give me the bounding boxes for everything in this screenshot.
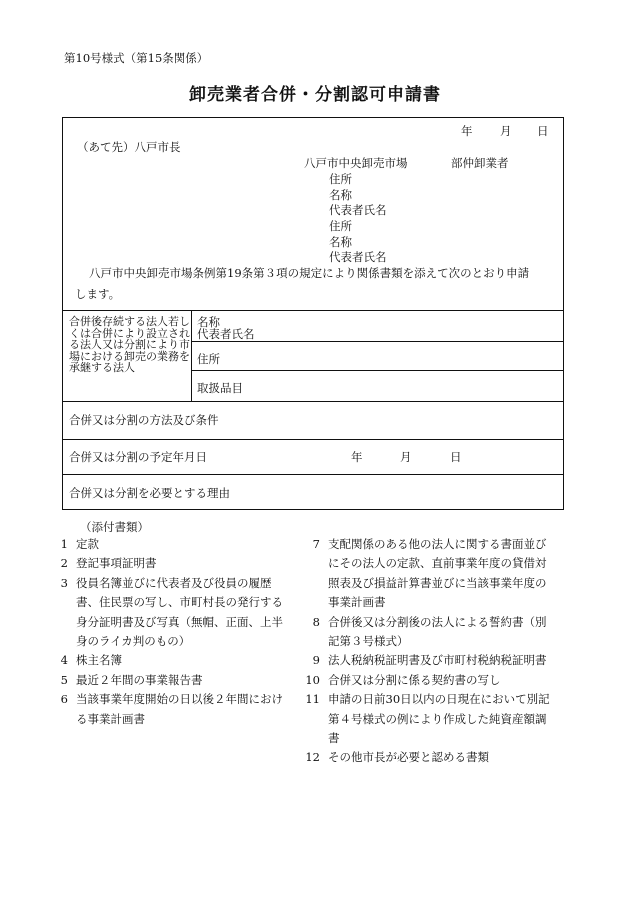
attachments-title: （添付書類） (80, 520, 149, 534)
divider (63, 310, 563, 311)
attachment-text: 合併後又は分割後の法人による誓約書（別 (328, 614, 547, 629)
applicant-rep-label: 代表者氏名 (329, 203, 387, 217)
date-year: 年 (461, 124, 473, 138)
addressee: （あて先）八戸市長 (77, 140, 181, 154)
schedule-year: 年 (351, 450, 363, 464)
statement-line-1: 八戸市中央卸売市場条例第19条第３項の規定により関係書類を添えて次のとおり申請 (89, 266, 530, 280)
divider (191, 370, 563, 371)
attachment-text: 身分証明書及び写真（無帽、正面、上半 (76, 614, 283, 629)
attachment-number: 4 (60, 653, 68, 668)
schedule-day: 日 (450, 450, 462, 464)
entity-name-label: 名称 (197, 315, 220, 329)
divider (63, 401, 563, 402)
attachment-text: 照表及び損益計算書並びに当該事業年度の (328, 575, 547, 590)
attachment-number: 12 (305, 750, 320, 765)
divider (191, 341, 563, 342)
attachment-number: 5 (60, 672, 68, 687)
divider (63, 439, 563, 440)
attachment-text: 定款 (76, 537, 99, 551)
reason-label: 合併又は分割を必要とする理由 (69, 486, 230, 500)
attachment-text: 合併又は分割に係る契約書の写し (328, 672, 501, 687)
trader-type: 部仲卸業者 (451, 156, 509, 170)
attachment-text: 役員名簿並びに代表者及び役員の履歴 (76, 575, 272, 590)
attachment-text: る事業計画書 (76, 711, 145, 726)
method-label: 合併又は分割の方法及び条件 (69, 413, 219, 427)
attachment-number: 7 (312, 537, 320, 551)
merge-entity-label: 合併後存続する法人若しくは合併により設立される法人又は分割により市場における卸売の業務を承継する法人 (69, 315, 190, 374)
attachment-number: 6 (60, 692, 68, 707)
attachment-text: 最近２年間の事業報告書 (76, 672, 203, 687)
attachment-number: 8 (312, 614, 320, 629)
attachment-text: 当該事業年度開始の日以後２年間におけ (76, 692, 283, 707)
date-day: 日 (537, 124, 549, 138)
entity-address-label: 住所 (197, 352, 220, 366)
applicant2-rep-label: 代表者氏名 (329, 250, 387, 264)
attachment-text: 申請の日前30日以内の日現在において別記 (328, 692, 550, 707)
applicant2-address-label: 住所 (329, 219, 352, 233)
attachment-number: 11 (305, 692, 320, 707)
statement-line-2: します。 (75, 287, 121, 301)
form-number: 第10号様式（第15条関係） (64, 51, 209, 65)
attachment-text: 株主名簿 (76, 653, 122, 668)
entity-rep-label: 代表者氏名 (197, 327, 255, 341)
attachment-number: 9 (312, 653, 320, 668)
application-form-frame (62, 117, 564, 510)
attachment-number: 10 (305, 672, 320, 687)
divider (63, 474, 563, 475)
applicant2-name-label: 名称 (329, 235, 352, 249)
attachment-text: 書、住民票の写し、市町村長の発行する (76, 595, 283, 610)
entity-goods-label: 取扱品目 (197, 381, 243, 395)
document-title: 卸売業者合併・分割認可申請書 (189, 85, 441, 105)
attachment-text: にその法人の定款、直前事業年度の貸借対 (328, 556, 547, 571)
attachment-text: 登記事項証明書 (76, 556, 157, 571)
applicant-address-label: 住所 (329, 172, 352, 186)
attachment-text: 法人税納税証明書及び市町村税納税証明書 (328, 653, 547, 668)
attachment-text: 記第３号様式） (328, 634, 409, 648)
schedule-month: 月 (400, 450, 412, 464)
schedule-label: 合併又は分割の予定年月日 (69, 450, 207, 464)
attachment-text: その他市長が必要と認める書類 (328, 750, 489, 765)
attachment-number: 3 (60, 575, 68, 590)
applicant-name-label: 名称 (329, 188, 352, 202)
attachment-text: 事業計画書 (328, 595, 386, 610)
attachment-text: 第４号様式の例により作成した純資産額調 (328, 711, 547, 726)
market-name: 八戸市中央卸売市場 (304, 156, 408, 170)
attachment-number: 2 (60, 556, 68, 571)
attachment-text: 書 (328, 731, 340, 745)
attachment-number: 1 (60, 537, 68, 551)
date-month: 月 (500, 124, 512, 138)
attachment-text: 支配関係のある他の法人に関する書面並び (328, 537, 547, 551)
attachment-text: 身のライカ判のもの） (76, 634, 191, 648)
